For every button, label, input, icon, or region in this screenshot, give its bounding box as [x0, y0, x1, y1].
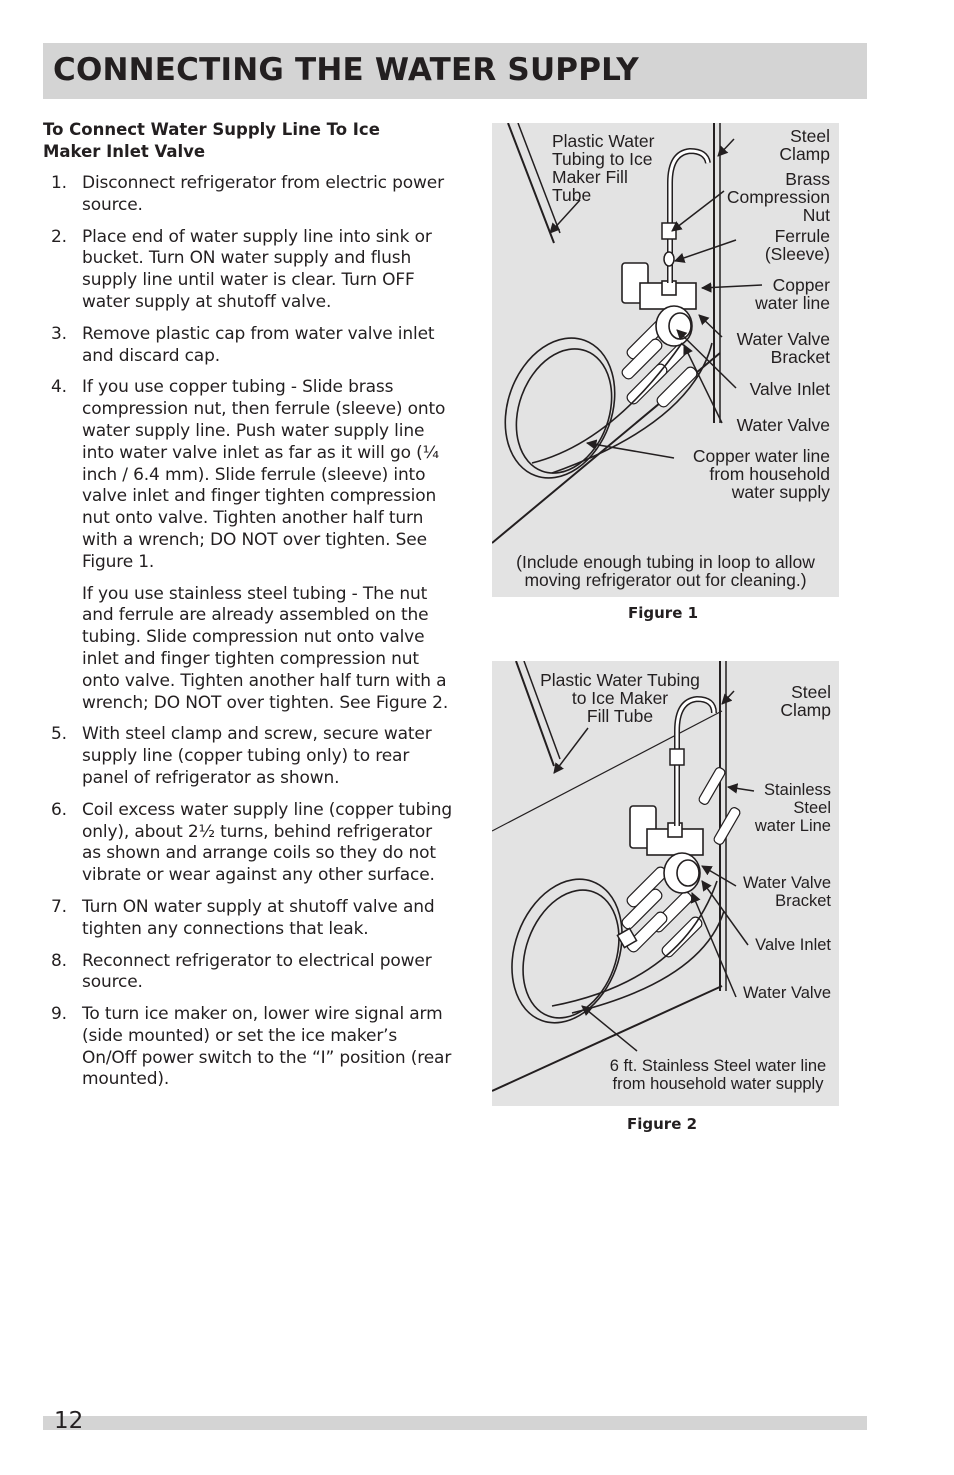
step-number: 2.	[51, 226, 67, 247]
step-item	[43, 324, 453, 368]
step-number: 5.	[51, 724, 67, 745]
label-water-valve-bracket: Water Valve Bracket	[736, 329, 830, 367]
step-text: Place end of water supply line into sink or bucket. Turn ON water supply and flush supply line until water is clear. Turn OFF water supply at shutoff valve.	[82, 226, 432, 312]
step-item	[43, 724, 453, 789]
label-household-copper-line: Copper water line from household water supply	[692, 446, 830, 502]
label-brass-compression-nut: Brass Compression Nut	[726, 169, 830, 225]
step-text: Reconnect refrigerator to electrical power source.	[82, 950, 432, 993]
step-item	[43, 377, 453, 714]
step-number: 8.	[51, 950, 67, 971]
step-number: 3.	[51, 323, 67, 344]
figure-1-note: (Include enough tubing in loop to allow moving refrigerator out for cleaning.)	[516, 552, 815, 590]
label-ferrule: Ferrule (Sleeve)	[764, 226, 830, 264]
step-item	[43, 173, 453, 217]
step-text: To turn ice maker on, lower wire signal arm (side mounted) or set the ice maker’s On/Off power switch to the “I” position (rear mounted).	[82, 1004, 452, 1090]
step-text: Disconnect refrigerator from electric power source.	[82, 173, 444, 215]
label-water-valve: Water Valve	[736, 415, 830, 435]
label-water-valve: Water Valve	[742, 984, 831, 1002]
step-item	[43, 227, 453, 314]
step-number: 9.	[51, 1004, 67, 1025]
label-plastic-tubing: Plastic Water Tubing to Ice Maker Fill Tube	[552, 131, 655, 205]
step-text: Remove plastic cap from water valve inlet and discard cap.	[82, 323, 435, 366]
step-text: If you use copper tubing - Slide brass compression nut, then ferrule (sleeve) onto water supply line. Push water supply line into water valve inlet as far as it will go (¼ inch / 6.4 mm). Slide ferrule (sleeve) into valve inlet and finger tighten compression nut onto valve. Tighten another half turn with a wrench; DO NOT over tighten. See Figure 1.	[82, 377, 446, 572]
step-text: Turn ON water supply at shutoff valve and tighten any connections that leak.	[82, 896, 435, 939]
step-number: 6.	[51, 799, 67, 820]
page-number: 12	[54, 1408, 84, 1434]
section-heading: To Connect Water Supply Line To Ice Maker Inlet Valve	[43, 120, 380, 161]
figure-2-diagram	[492, 661, 839, 1106]
step-number: 1.	[51, 173, 67, 193]
instruction-steps	[43, 173, 453, 1101]
label-valve-inlet: Valve Inlet	[755, 936, 831, 954]
label-copper-water-line: Copper water line	[755, 275, 830, 313]
step-item	[43, 951, 453, 995]
step-number: 7.	[51, 896, 67, 917]
label-steel-clamp: Steel Clamp	[780, 682, 831, 720]
header-bar	[43, 43, 867, 99]
label-steel-clamp: Steel Clamp	[779, 126, 830, 164]
step-text: With steel clamp and screw, secure water supply line (copper tubing only) to rear panel of refrigerator as shown.	[82, 724, 432, 788]
step-item	[43, 1004, 453, 1091]
step-subparagraph: If you use stainless steel tubing - The nut and ferrule are already assembled on the tubing. Slide compression nut onto valve inlet and finger tighten compression nut onto valve. Tighten another half turn with a wrench; DO NOT over tighten. See Figure 2.	[82, 583, 449, 713]
step-text: Coil excess water supply line (copper tubing only), about 2½ turns, behind refrigerator as shown and arrange coils so they do not vibrate or wear against any other surface.	[82, 799, 453, 886]
label-household-stainless-line: 6 ft. Stainless Steel water line from household water supply	[609, 1057, 827, 1093]
figure-1-diagram	[492, 123, 839, 597]
label-valve-inlet: Valve Inlet	[749, 379, 830, 399]
page-title: CONNECTING THE WATER SUPPLY	[53, 52, 639, 88]
label-stainless-steel-line: Stainless Steel water Line	[754, 781, 831, 835]
label-water-valve-bracket: Water Valve Bracket	[742, 874, 831, 910]
footer-bar	[43, 1416, 867, 1430]
figure-2-caption: Figure 2	[627, 1115, 698, 1133]
label-plastic-tubing: Plastic Water Tubing to Ice Maker Fill Tube	[540, 670, 700, 726]
figure-1-caption: Figure 1	[628, 604, 699, 622]
step-item	[43, 897, 453, 941]
step-item	[43, 800, 453, 887]
step-number: 4.	[51, 377, 67, 398]
